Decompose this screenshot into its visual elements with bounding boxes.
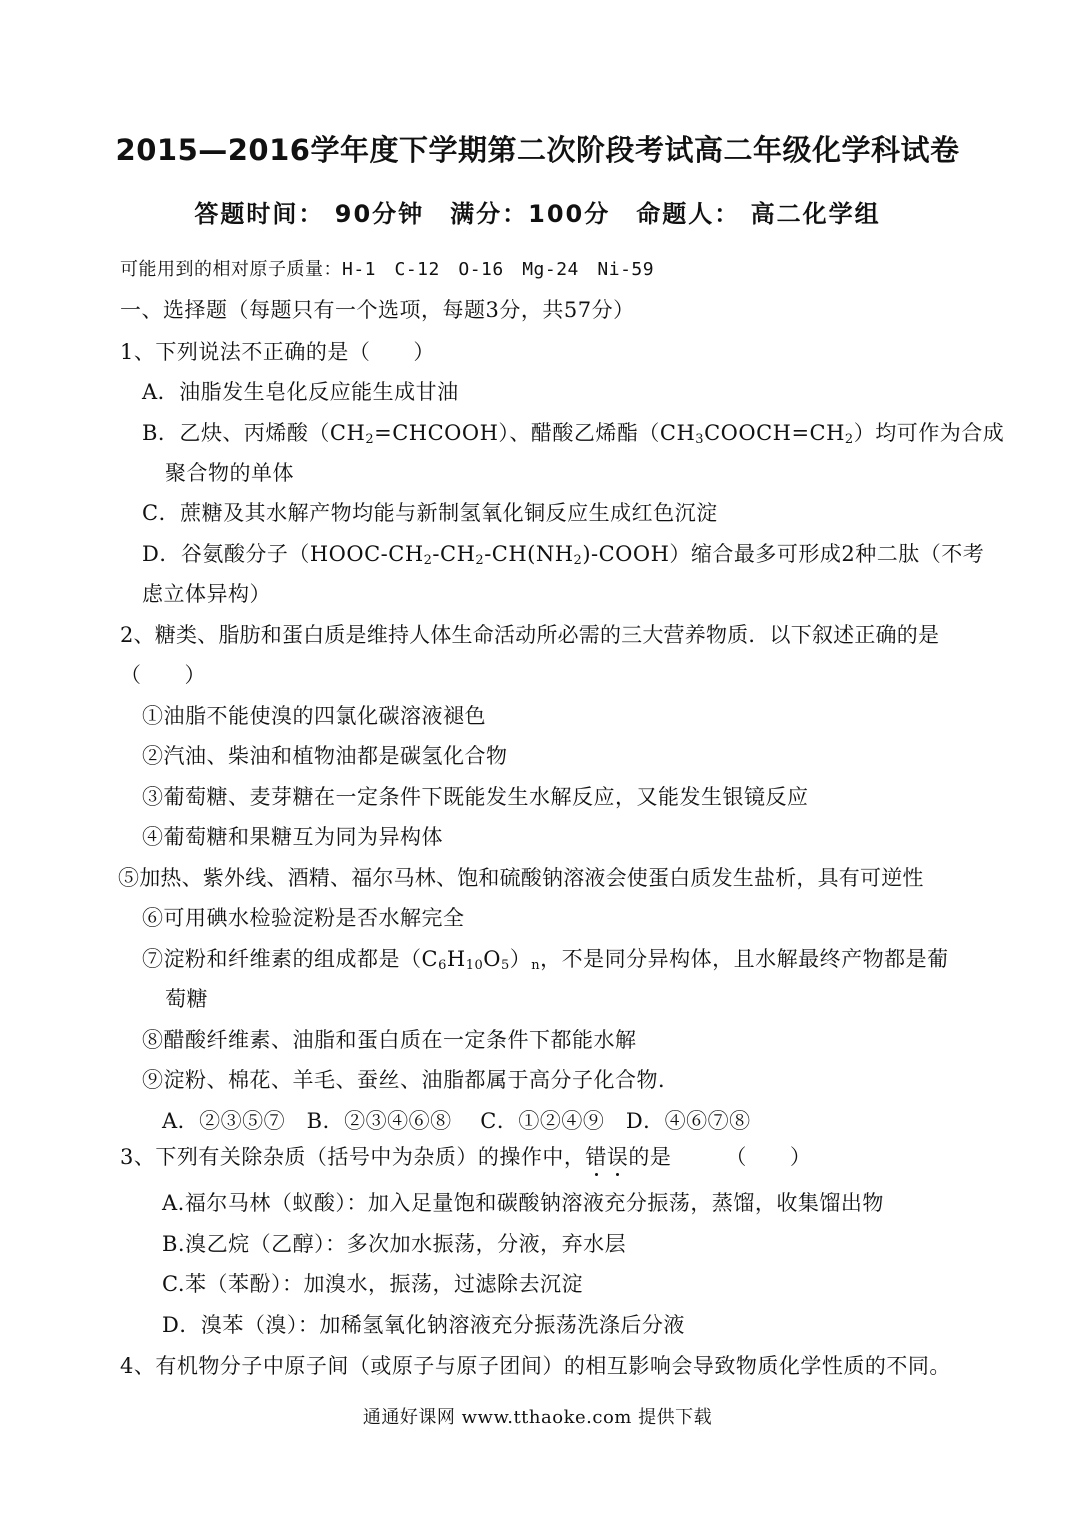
question-1-stem: 1、下列说法不正确的是（ ） <box>120 340 435 364</box>
question-2-stem-cont: （ ） <box>120 663 206 687</box>
question-3-stem: 3、下列有关除杂质（括号中为杂质）的操作中，错误的是 （ ） <box>120 1145 812 1169</box>
question-2-item-3: ③葡萄糖、麦芽糖在一定条件下既能发生水解反应，又能发生银镜反应 <box>142 785 809 809</box>
question-3-option-d: D．溴苯（溴）：加稀氢氧化钠溶液充分振荡洗涤后分液 <box>162 1313 685 1337</box>
question-2-item-9: ⑨淀粉、棉花、羊毛、蚕丝、油脂都属于高分子化合物． <box>142 1068 680 1092</box>
question-1-option-d: D．谷氨酸分子$(HOOC-CH_2-CH_2-CH(NH_2)-COOH)$缩合最多可形成2种二肽（不考 <box>142 542 985 568</box>
question-2-item-7-cont: 萄糖 <box>165 987 208 1011</box>
question-2-item-8: ⑧醋酸纤维素、油脂和蛋白质在一定条件下都能水解 <box>142 1028 637 1052</box>
question-1-option-c: C．蔗糖及其水解产物均能与新制氢氧化铜反应生成红色沉淀 <box>142 501 718 525</box>
question-1-option-a: A．油脂发生皂化反应能生成甘油 <box>142 380 459 404</box>
question-2-item-2: ②汽油、柴油和植物油都是碳氢化合物 <box>142 744 508 768</box>
question-2-options: A．②③⑤⑦ B．②③④⑥⑧ C．①②④⑨ D．④⑥⑦⑧ <box>162 1109 751 1133</box>
question-2-item-6: ⑥可用碘水检验淀粉是否水解完全 <box>142 906 465 930</box>
question-2-item-4: ④葡萄糖和果糖互为同为异构体 <box>142 825 443 849</box>
page-footer: 通通好课网 www.tthaoke.com 提供下载 <box>362 1407 713 1428</box>
question-1-option-b-cont: 聚合物的单体 <box>165 461 294 485</box>
question-3-option-b: B.溴乙烷（乙醇）：多次加水振荡，分液，弃水层 <box>162 1232 627 1256</box>
question-2-stem: 2、糖类、脂肪和蛋白质是维持人体生命活动所必需的三大营养物质．以下叙述正确的是 <box>120 623 940 647</box>
page-title: 2015—2016学年度下学期第二次阶段考试高二年级化学科试卷 <box>115 133 960 167</box>
atomic-masses: 可能用到的相对原子质量：H-1 C-12 O-16 Mg-24 Ni-59 <box>120 259 655 280</box>
question-3-option-c: C.苯（苯酚）：加溴水，振荡，过滤除去沉淀 <box>162 1272 583 1296</box>
question-4-stem: 4、有机物分子中原子间（或原子与原子团间）的相互影响会导致物质化学性质的不同。 <box>120 1354 951 1378</box>
exam-info: 答题时间： 90分钟 满分：100分 命题人： 高二化学组 <box>194 200 881 228</box>
question-3-option-a: A.福尔马林（蚁酸）：加入足量饱和碳酸钠溶液充分振荡，蒸馏，收集馏出物 <box>162 1191 884 1215</box>
question-1-option-b: B．乙炔、丙烯酸$(CH_2=CHCOOH)$、醋酸乙烯酯$(CH_3COOCH=CH_2)$均可作为合成 <box>142 421 1005 447</box>
emphasis-char: 误 <box>606 1145 629 1169</box>
question-2-item-5: ⑤加热、紫外线、酒精、福尔马林、饱和硫酸钠溶液会使蛋白质发生盐析，具有可逆性 <box>118 866 924 890</box>
emphasis-char: 错 <box>585 1145 607 1169</box>
section-heading: 一、选择题（每题只有一个选项，每题3分，共57分） <box>120 298 635 322</box>
question-1-option-d-cont: 虑立体异构） <box>142 582 271 606</box>
question-2-item-7: ⑦淀粉和纤维素的组成都是$(C_6H_{10}O_5)_n$，不是同分异构体，且水解最终产物都是葡 <box>142 947 949 973</box>
question-2-item-1: ①油脂不能使溴的四氯化碳溶液褪色 <box>142 704 486 728</box>
